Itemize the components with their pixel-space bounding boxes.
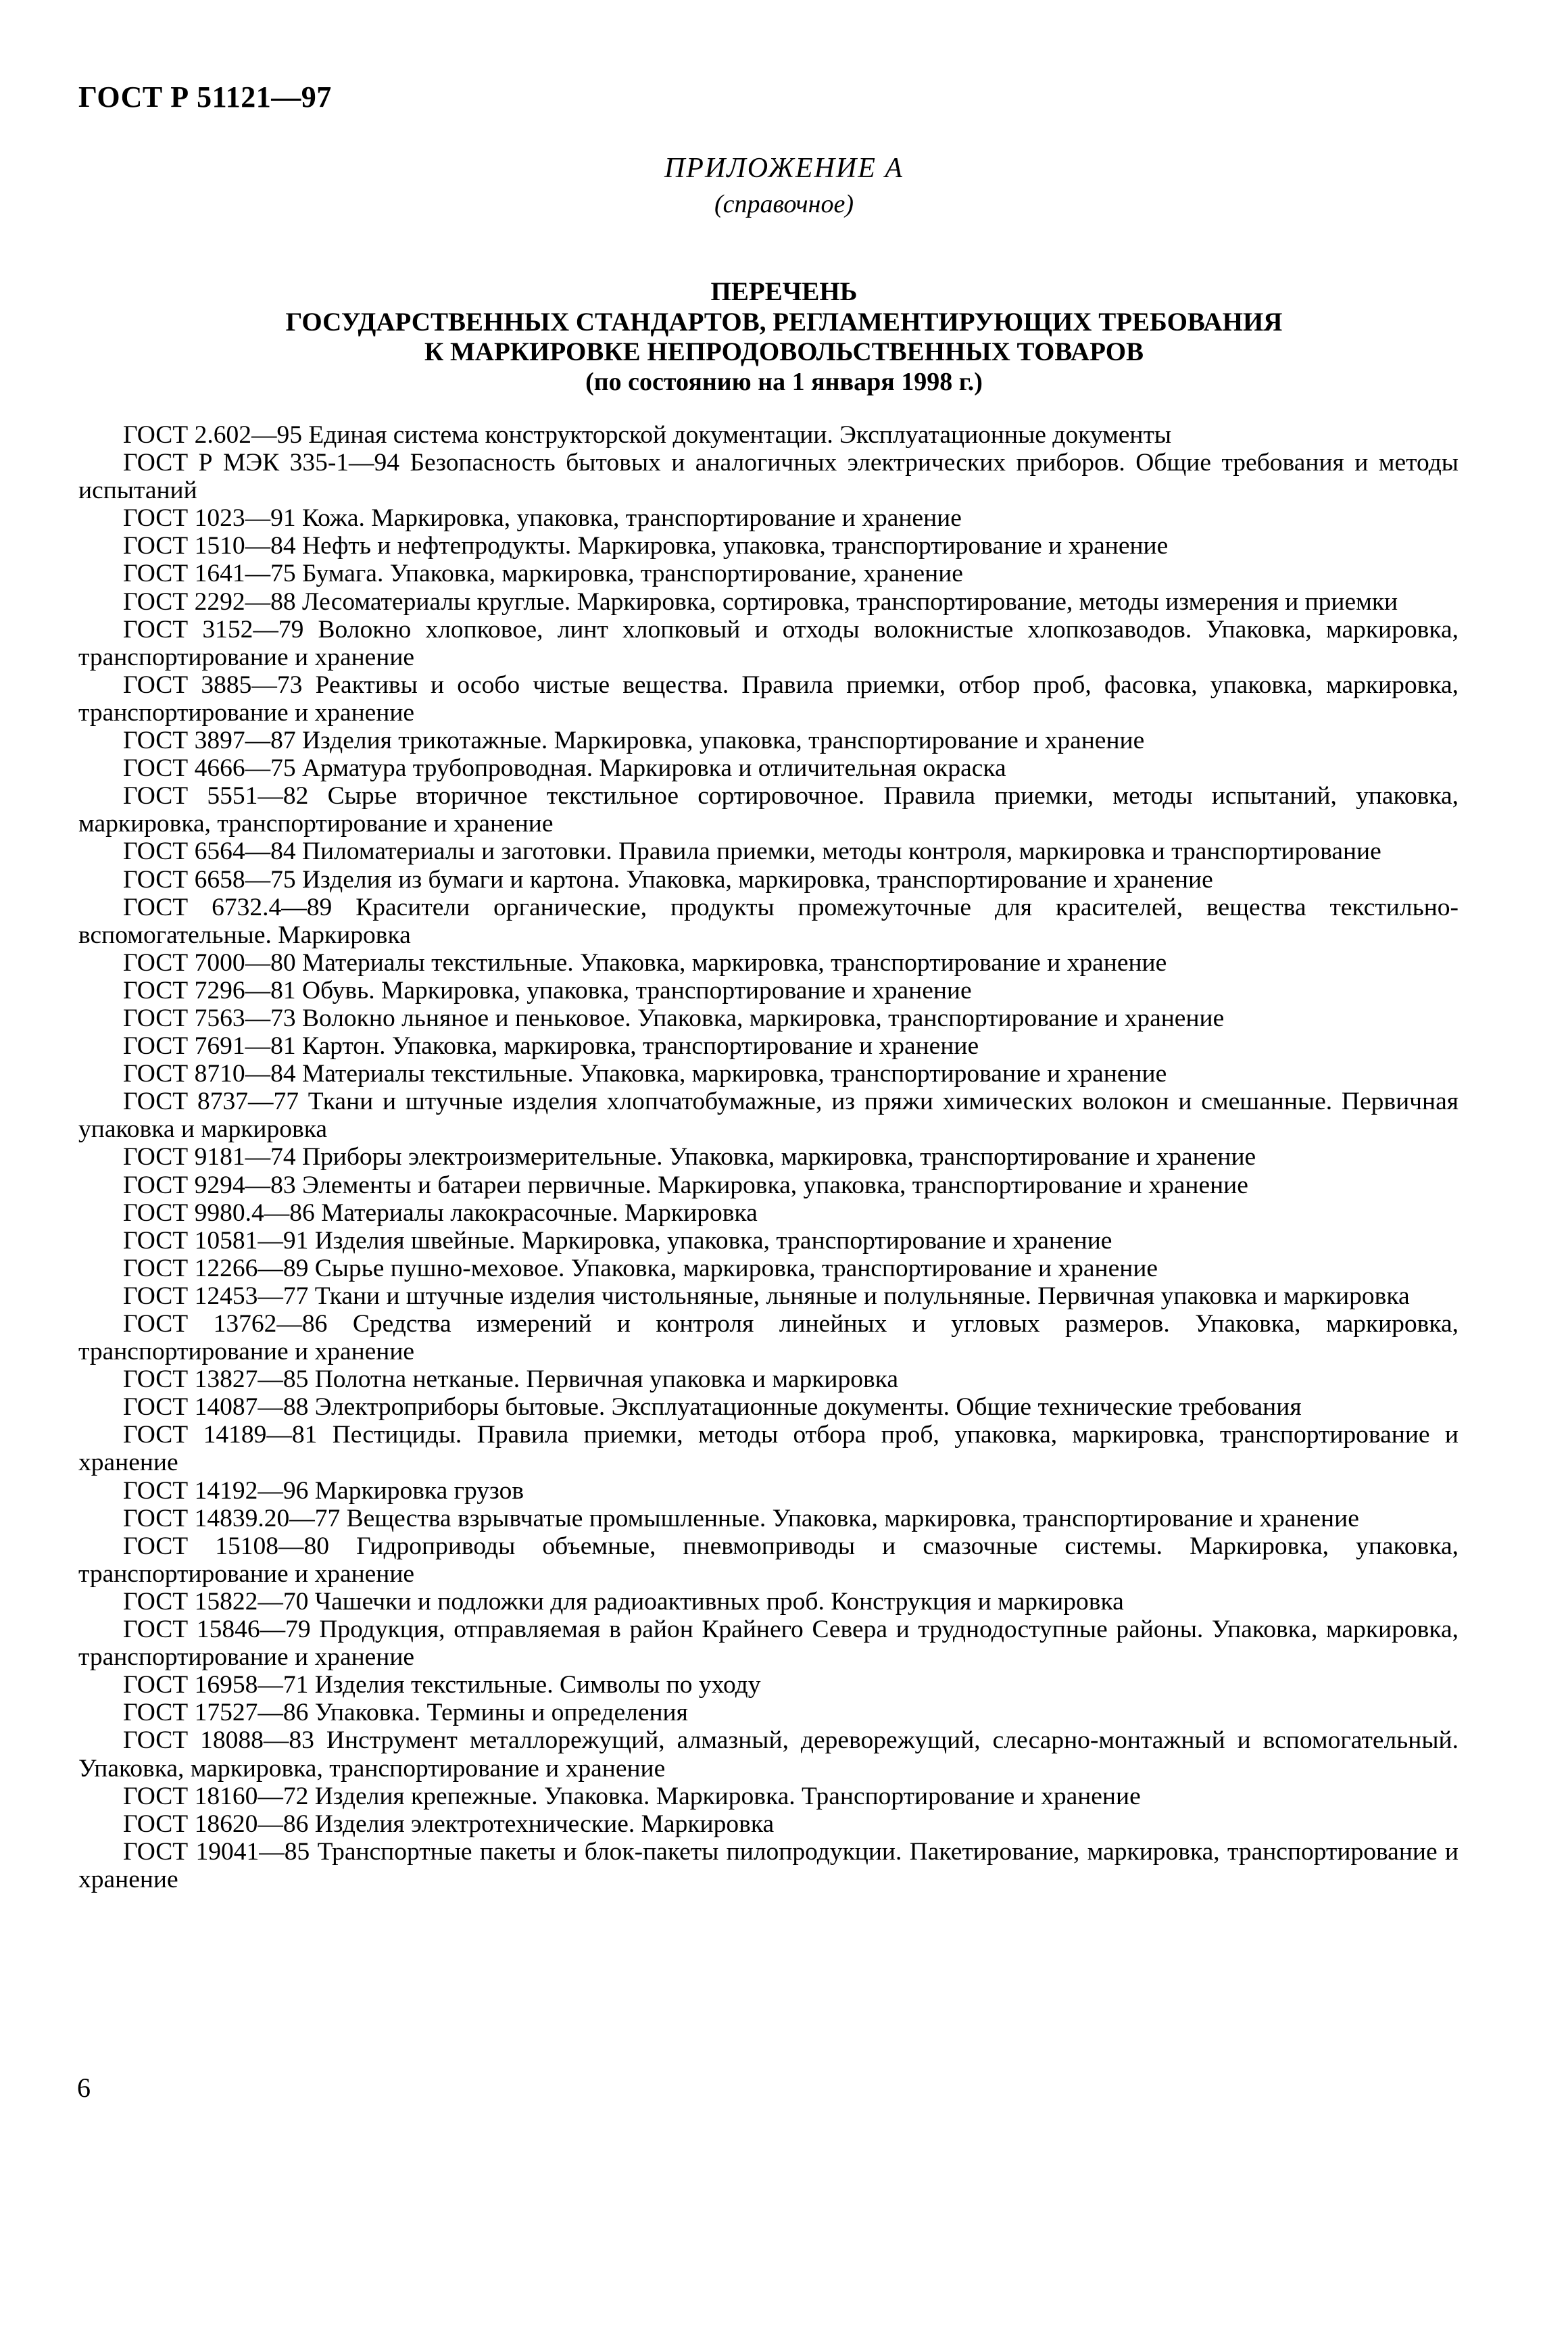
list-title-date: (по состоянию на 1 января 1998 г.): [585, 368, 983, 396]
standard-entry: ГОСТ 5551—82 Сырье вторичное текстильное сортировочное. Правила приемки, методы испытаний, упаковка, маркировка, транспортирование и хранение: [78, 782, 1459, 838]
standard-entry: ГОСТ 14839.20—77 Вещества взрывчатые промышленные. Упаковка, маркировка, транспортирование и хранение: [123, 1504, 1359, 1532]
standard-entry: ГОСТ Р МЭК 335-1—94 Безопасность бытовых и аналогичных электрических приборов. Общие требования и методы испытаний: [78, 449, 1459, 505]
standard-entry: ГОСТ 14192—96 Маркировка грузов: [123, 1476, 524, 1505]
page-number: 6: [77, 2073, 91, 2103]
standard-entry: ГОСТ 14189—81 Пестициды. Правила приемки, методы отбора проб, упаковка, маркировка, транспортирование и хранение: [78, 1421, 1459, 1477]
standard-entry: ГОСТ 9294—83 Элементы и батареи первичные. Маркировка, упаковка, транспортирование и хранение: [123, 1171, 1248, 1199]
standard-entry: ГОСТ 14087—88 Электроприборы бытовые. Эксплуатационные документы. Общие технические требования: [123, 1393, 1302, 1422]
standard-entry: ГОСТ 8710—84 Материалы текстильные. Упаковка, маркировка, транспортирование и хранение: [123, 1060, 1167, 1088]
standard-entry: ГОСТ 13827—85 Полотна нетканые. Первичная упаковка и маркировка: [123, 1365, 898, 1394]
standard-entry: ГОСТ 6732.4—89 Красители органические, продукты промежуточные для красителей, вещества текстильно-вспомогательные. Маркировка: [78, 893, 1459, 949]
standard-entry: ГОСТ 18088—83 Инструмент металлорежущий, алмазный, дереворежущий, слесарно-монтажный и вспомогательный. Упаковка, маркировка, транспортирование и хранение: [78, 1726, 1459, 1783]
standard-entry: ГОСТ 18620—86 Изделия электротехнические. Маркировка: [123, 1810, 775, 1838]
standard-entry: ГОСТ 3885—73 Реактивы и особо чистые вещества. Правила приемки, отбор проб, фасовка, упаковка, маркировка, транспортирование и хранение: [78, 671, 1459, 727]
standard-entry: ГОСТ 7691—81 Картон. Упаковка, маркировка, транспортирование и хранение: [123, 1032, 979, 1061]
standard-entry: ГОСТ 15822—70 Чашечки и подложки для радиоактивных проб. Конструкция и маркировка: [123, 1587, 1124, 1616]
document-code: ГОСТ Р 51121—97: [78, 80, 332, 114]
standard-entry: ГОСТ 18160—72 Изделия крепежные. Упаковка. Маркировка. Транспортирование и хранение: [123, 1782, 1141, 1810]
list-title-line-1: ПЕРЕЧЕНЬ: [710, 277, 858, 306]
standard-entry: ГОСТ 1641—75 Бумага. Упаковка, маркировка, транспортирование, хранение: [123, 560, 963, 588]
standard-entry: ГОСТ 6658—75 Изделия из бумаги и картона. Упаковка, маркировка, транспортирование и хранение: [123, 865, 1213, 894]
standard-entry: ГОСТ 19041—85 Транспортные пакеты и блок-пакеты пилопродукции. Пакетирование, маркировка, транспортирование и хранение: [78, 1837, 1459, 1893]
standard-entry: ГОСТ 2292—88 Лесоматериалы круглые. Маркировка, сортировка, транспортирование, методы измерения и приемки: [123, 587, 1398, 616]
standard-entry: ГОСТ 17527—86 Упаковка. Термины и определения: [123, 1699, 688, 1727]
standard-entry: ГОСТ 1023—91 Кожа. Маркировка, упаковка, транспортирование и хранение: [123, 504, 962, 533]
standard-entry: ГОСТ 10581—91 Изделия швейные. Маркировка, упаковка, транспортирование и хранение: [123, 1226, 1112, 1255]
standard-entry: ГОСТ 12266—89 Сырье пушно-меховое. Упаковка, маркировка, транспортирование и хранение: [123, 1254, 1158, 1282]
appendix-title: ПРИЛОЖЕНИЕ А: [664, 153, 904, 184]
list-title-line-3: К МАРКИРОВКЕ НЕПРОДОВОЛЬСТВЕННЫХ ТОВАРОВ: [424, 337, 1144, 366]
standard-entry: ГОСТ 8737—77 Ткани и штучные изделия хлопчатобумажные, из пряжи химических волокон и смешанные. Первичная упаковка и маркировка: [78, 1088, 1459, 1144]
standard-entry: ГОСТ 7000—80 Материалы текстильные. Упаковка, маркировка, транспортирование и хранение: [123, 948, 1167, 977]
standard-entry: ГОСТ 3152—79 Волокно хлопковое, линт хлопковый и отходы волокнистые хлопкозаводов. Упаковка, маркировка, транспортирование и хранение: [78, 615, 1459, 671]
standard-entry: ГОСТ 6564—84 Пиломатериалы и заготовки. Правила приемки, методы контроля, маркировка и транспортирование: [123, 838, 1381, 866]
standard-entry: ГОСТ 16958—71 Изделия текстильные. Символы по уходу: [123, 1671, 761, 1699]
standard-entry: ГОСТ 4666—75 Арматура трубопроводная. Маркировка и отличительная окраска: [123, 754, 1006, 783]
standard-entry: ГОСТ 7296—81 Обувь. Маркировка, упаковка, транспортирование и хранение: [123, 976, 972, 1004]
standards-list: [78, 421, 1459, 1893]
standard-entry: ГОСТ 15846—79 Продукция, отправляемая в район Крайнего Севера и труднодоступные районы. Упаковка, маркировка, транспортирование и хранение: [78, 1616, 1459, 1672]
standard-entry: ГОСТ 9980.4—86 Материалы лакокрасочные. Маркировка: [123, 1198, 758, 1227]
standard-entry: ГОСТ 12453—77 Ткани и штучные изделия чистольняные, льняные и полульняные. Первичная упаковка и маркировка: [123, 1282, 1410, 1310]
standard-entry: ГОСТ 3897—87 Изделия трикотажные. Маркировка, упаковка, транспортирование и хранение: [123, 727, 1145, 755]
standard-entry: ГОСТ 15108—80 Гидроприводы объемные, пневмоприводы и смазочные системы. Маркировка, упаковка, транспортирование и хранение: [78, 1532, 1459, 1588]
appendix-subtitle: (справочное): [714, 190, 854, 218]
list-title-line-2: ГОСУДАРСТВЕННЫХ СТАНДАРТОВ, РЕГЛАМЕНТИРУЮЩИХ ТРЕБОВАНИЯ: [285, 308, 1283, 337]
standard-entry: ГОСТ 2.602—95 Единая система конструкторской документации. Эксплуатационные документы: [123, 421, 1172, 449]
standard-entry: ГОСТ 7563—73 Волокно льняное и пеньковое. Упаковка, маркировка, транспортирование и хранение: [123, 1004, 1225, 1032]
standard-entry: ГОСТ 13762—86 Средства измерений и контроля линейных и угловых размеров. Упаковка, маркировка, транспортирование и хранение: [78, 1310, 1459, 1366]
standard-entry: ГОСТ 1510—84 Нефть и нефтепродукты. Маркировка, упаковка, транспортирование и хранение: [123, 532, 1169, 560]
standard-entry: ГОСТ 9181—74 Приборы электроизмерительные. Упаковка, маркировка, транспортирование и хранение: [123, 1143, 1256, 1171]
